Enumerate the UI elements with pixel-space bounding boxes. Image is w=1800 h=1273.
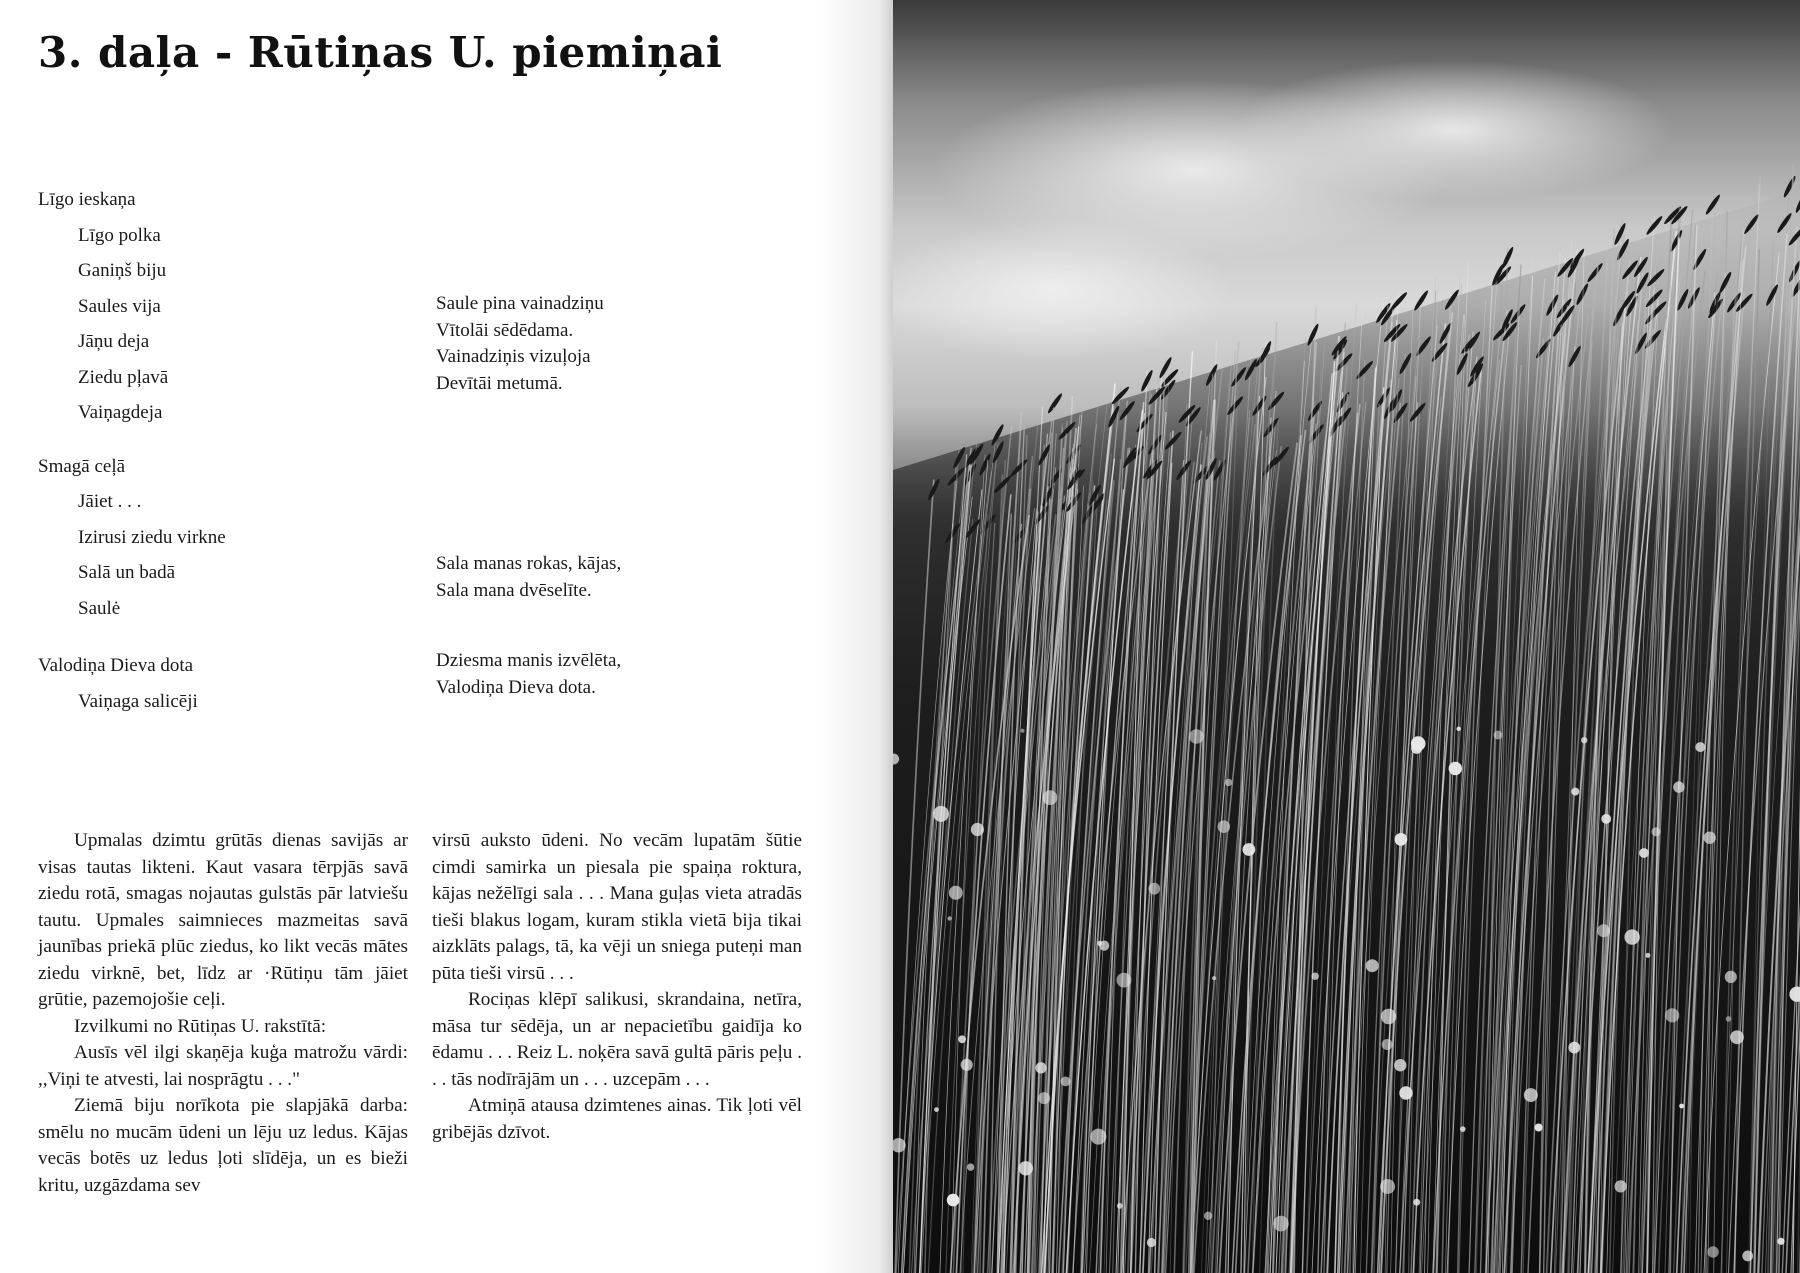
paragraph: Upmalas dzimtu grūtās dienas savijās ar visas tautas likteni. Kaut vasara tērpjās savā ziedu rotā, smagas nojautas gulstās pār latviešu tautu. Upmales saimnieces mazmeitas savā jaunības priekā plūc ziedus, ko likt vecās mātes ziedu virknē, bet, līdz ar ·Rūtiņu tām jāiet grūtie, pazemojošie ceļi.	[38, 830, 408, 1010]
wildflower	[1035, 1062, 1046, 1073]
wildflower	[1615, 1180, 1627, 1192]
title-part: 3. daļa	[38, 28, 200, 77]
wildflower	[958, 1035, 966, 1043]
wildflower	[967, 1163, 974, 1170]
wildflower	[933, 806, 949, 822]
wildflower	[1038, 1092, 1050, 1104]
contents-item: Līgo polka	[78, 224, 161, 246]
quote-line: Dziesma manis izvēlēta,	[436, 650, 622, 671]
wildflower	[1204, 1212, 1212, 1220]
grass-field-photo	[893, 0, 1800, 1273]
contents-group	[38, 648, 398, 719]
paragraph: Atmiņā atausa dzimtenes ainas. Tik ļoti vēl gribējās dzīvot.	[432, 1095, 802, 1143]
wildflower	[1273, 1216, 1289, 1232]
wildflower	[1624, 929, 1639, 944]
wildflower	[1312, 973, 1319, 980]
contents-item: Vaiņagdeja	[78, 402, 163, 423]
wildflower	[1399, 1086, 1412, 1099]
wildflower	[1568, 1042, 1580, 1054]
quote-line: Sala mana dvēselīte.	[436, 579, 592, 601]
contents-heading: Līgo ieskaņa	[38, 189, 136, 210]
wildflower	[1704, 832, 1716, 844]
wildflower	[1535, 1124, 1543, 1132]
contents-item: Salā un badā	[78, 562, 176, 583]
wildflower	[1225, 779, 1232, 786]
contents-heading: Valodiņa Dieva dota	[38, 655, 194, 676]
wildflower	[1449, 762, 1462, 775]
wildflower	[1243, 843, 1256, 856]
wildflower	[1090, 1129, 1106, 1145]
contents-item: Jāņu deja	[78, 331, 150, 352]
wildflower	[1148, 883, 1160, 895]
wildflower	[1777, 1238, 1784, 1245]
wildflower	[1460, 1126, 1466, 1132]
contents-group	[38, 182, 398, 431]
wildflower	[1581, 737, 1587, 743]
wildflower	[1665, 1008, 1679, 1022]
contents-item: Vaiņaga salicēji	[78, 690, 198, 712]
wildflower	[1457, 727, 1461, 731]
cloud	[1233, 60, 1673, 200]
wildflower	[1147, 1238, 1156, 1247]
paragraph: Ausīs vēl ilgi skaņēja kuģa matrožu vārdi: ,,Viņi te atvesti, lai nosprāgtu . . ."	[38, 1042, 408, 1090]
body-text-column-right	[432, 828, 802, 1146]
wildflower	[1597, 924, 1610, 937]
grass-field-illustration	[893, 0, 1800, 1273]
quote-line: Devītāi metumā.	[436, 372, 563, 394]
paragraph: virsū auksto ūdeni. No vecām lupatām šūtie cimdi samirka un piesala pie spaiņa roktura, kājas nežēlīgi sala . . . Mana guļas vieta atradās tieši blakus logam, kuram stikla vietā bija tikai aizklāts palags, tā, ka vēji un sniega puteņi man pūta tieši virsū . . .	[432, 830, 802, 984]
wildflower	[1413, 1199, 1420, 1206]
wildflower	[1601, 814, 1611, 824]
wildflower	[1117, 973, 1132, 988]
wildflower	[1707, 1246, 1718, 1257]
title-dash: -	[214, 28, 233, 77]
wildflower	[934, 1107, 939, 1112]
wildflower	[1524, 1088, 1538, 1102]
quote-verse	[436, 551, 836, 604]
wildflower	[1021, 729, 1025, 733]
wildflower	[1117, 1203, 1123, 1209]
paragraph: Ziemā biju norīkota pie slapjākā darba: smēlu no mucām ūdeni un lēju uz ledus. Kājas vecās botēs uz ledus ļoti slīdēja, un es bieži kritu, uzgāzdama sev	[38, 1095, 408, 1196]
wildflower	[1394, 1059, 1406, 1071]
wildflower	[1571, 788, 1579, 796]
wildflower	[1742, 1251, 1753, 1262]
wildflower	[1725, 971, 1737, 983]
wildflower	[1218, 820, 1231, 833]
contents-group	[38, 449, 398, 627]
page-gutter-shadow	[820, 0, 893, 1273]
left-page	[0, 0, 893, 1273]
song-contents-list	[38, 182, 398, 719]
contents-item: Jāiet . . .	[78, 491, 142, 512]
paragraph: Rociņas klēpī salikusi, skrandaina, netīra, māsa tur sēdēja, un ar nepacietību gaidīja ko ēdamu . . . Reiz L. noķēra savā gultā pāris peļu . . . tās nodīrājām un . . . uzcepām . . .	[432, 989, 802, 1090]
quote-line: Sala manas rokas, kājas,	[436, 553, 622, 574]
wildflower	[1494, 731, 1503, 740]
contents-item: Saulė	[78, 597, 121, 619]
quote-line: Valodiņa Dieva dota.	[436, 676, 596, 698]
wildflower	[1395, 833, 1408, 846]
wildflower	[1645, 953, 1650, 958]
quote-line: Vainadziņis vizuļoja	[436, 346, 591, 367]
quote-line: Vītolāi sēdēdama.	[436, 319, 574, 341]
title-name: Rūtiņas U. piemiņai	[247, 28, 723, 77]
contents-heading: Smagā ceļā	[38, 455, 126, 477]
wildflower	[1019, 1161, 1033, 1175]
wildflower	[961, 1059, 973, 1071]
wildflower	[947, 916, 951, 920]
page-title	[38, 28, 722, 77]
wildflower	[1382, 1039, 1393, 1050]
wildflower	[1673, 781, 1684, 792]
quote-verse	[436, 648, 836, 701]
folk-song-quotes	[436, 291, 836, 701]
quote-line: Saule pina vainadziņu	[436, 293, 604, 314]
wildflower	[1366, 959, 1379, 972]
wildflower	[1380, 1179, 1395, 1194]
body-text-column-left	[38, 828, 408, 1199]
wildflower	[1381, 1009, 1396, 1024]
wildflower	[1639, 848, 1649, 858]
wildflower	[1679, 1104, 1684, 1109]
wildflower	[1695, 742, 1705, 752]
contents-item: Ganiņš biju	[78, 260, 167, 281]
contents-item: Saules vija	[78, 295, 161, 317]
paragraph: Izvilkumi no Rūtiņas U. rakstītā:	[74, 1015, 327, 1037]
contents-item: Ziedu pļavā	[78, 366, 169, 388]
wildflower	[971, 823, 984, 836]
wildflower	[1043, 790, 1058, 805]
wildflower	[1726, 1016, 1732, 1022]
wildflower	[1097, 941, 1102, 946]
contents-item: Izirusi ziedu virkne	[78, 526, 226, 548]
wildflower	[1189, 729, 1204, 744]
wildflower	[1411, 743, 1422, 754]
wildflower	[1730, 1030, 1744, 1044]
wildflower	[1061, 1077, 1071, 1087]
wildflower	[947, 1194, 960, 1207]
wildflower	[949, 886, 963, 900]
wildflower	[1651, 827, 1660, 836]
quote-verse	[436, 291, 836, 397]
wildflower	[1212, 976, 1216, 980]
